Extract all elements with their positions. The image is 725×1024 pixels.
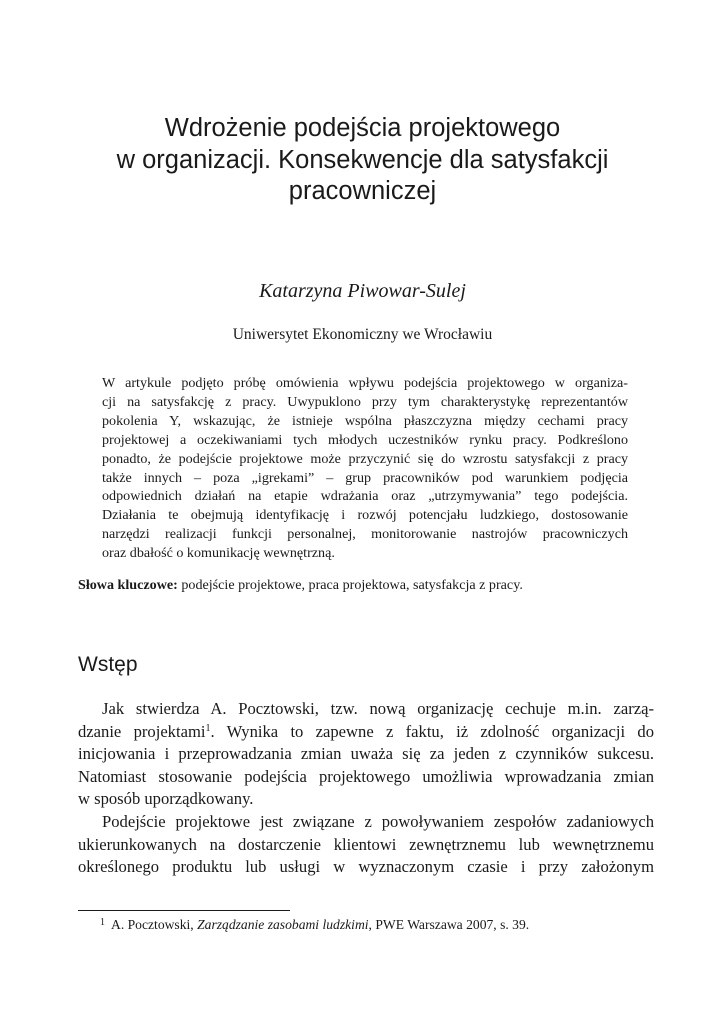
body-line: Natomiast stosowanie podejścia projektowego umożliwia wprowadzania zmian [78, 766, 654, 786]
body-line [78, 721, 654, 744]
body-line: ukierunkowanych na dostarczenie klientowi zewnętrznemu lub wewnętrznemu [78, 834, 654, 854]
body-text [78, 698, 654, 879]
abstract-line: oraz dbałość o komunikację wewnętrzną. [102, 545, 335, 562]
abstract-line: Działania te obejmują identyfikację i rozwój potencjału ludzkiego, dostosowanie [102, 507, 628, 524]
keywords-text: podejście projektowe, praca projektowa, satysfakcja z pracy. [177, 577, 523, 593]
footnote-text: A. Pocztowski, [111, 917, 198, 932]
footnote-reference[interactable]: 1 [205, 722, 211, 734]
author-name: Katarzyna Piwowar-Sulej [259, 280, 466, 302]
abstract-line: narzędzi realizacji funkcji personalnej, monitorowanie nastrojów pracowniczych [102, 526, 628, 543]
body-line: określonego produktu lub usługi w wyznaczonym czasie i przy założonym [78, 857, 654, 877]
title-line: w organizacji. Konsekwencje dla satysfakcji [116, 145, 609, 174]
abstract-line: ponadto, że podejście projektowe może przyczynić się do wzrostu satysfakcji z pracy [102, 450, 628, 467]
body-line-text: . Wynika to zapewne z faktu, iż zdolność organizacji do [210, 721, 654, 741]
body-line: Jak stwierdza A. Pocztowski, tzw. nową organizację cechuje m.in. zarzą- [102, 699, 654, 718]
abstract-line: pokolenia Y, wskazując, że istnieje wspólna płaszczyzna między cechami pracy [102, 412, 628, 429]
keywords [78, 576, 658, 595]
author-affiliation: Uniwersytet Ekonomiczny we Wrocławiu [232, 326, 493, 343]
title-line: pracowniczej [288, 177, 437, 205]
body-line-text: dzanie projektami [78, 721, 206, 741]
footnote-book-title: Zarządzanie zasobami ludzkimi [197, 917, 369, 932]
abstract-line: także innych – poza „igrekami” – grup pracowników pod warunkiem podjęcia [102, 469, 628, 486]
abstract-line: projektowej a oczekiwaniami tych młodych uczestników rynku pracy. Podkreślono [102, 431, 628, 448]
footnote [100, 914, 660, 934]
abstract [102, 374, 628, 563]
footnote-number: 1 [100, 917, 105, 928]
body-line: Podejście projektowe jest związane z powoływaniem zespołów zadaniowych [102, 811, 654, 831]
title-line: Wdrożenie podejścia projektowego [164, 114, 561, 142]
body-line: inicjowania i przeprowadzania zmian uważa się za jeden z czynników sukcesu. [78, 744, 654, 764]
abstract-line: W artykule podjęto próbę omówienia wpływu podejścia projektowego w organiza- [102, 375, 628, 391]
section-heading: Wstęp [78, 653, 138, 676]
abstract-line: odpowiednich działań na etapie wdrażania oraz „utrzymywania” tego podejścia. [102, 488, 628, 505]
footnote-divider [78, 910, 290, 911]
keywords-label: Słowa kluczowe: [78, 577, 178, 593]
abstract-line: cji na satysfakcję z pracy. Uwypuklono przy tym charakterystykę reprezentantów [102, 393, 628, 410]
footnote-text: , PWE Warszawa 2007, s. 39. [368, 917, 530, 932]
article-title [60, 113, 665, 208]
body-line: w sposób uporządkowany. [78, 789, 254, 809]
